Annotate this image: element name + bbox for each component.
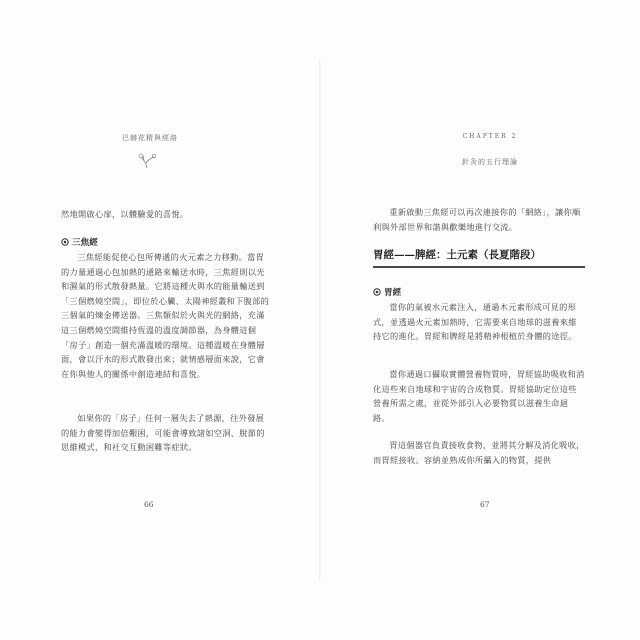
page-number: 67 [480,500,490,509]
chapter-title: 胃經——脾經：土元素（長夏階段） [373,249,541,261]
paragraph-2: 當你通過口攝取實體營養物質時，胃經協助吸收和消化這些來自地球和宇宙的合成物質。胃經協助定位這些營養所需之處，並從外部引入必要物質以滋養生命迴路。 [373,369,585,423]
chapter-subtitle: 針灸的五行理論 [462,158,518,166]
paragraph-3: 胃這個器官負責接收食物，並將其分解及消化吸收，而胃經接收、容納並熟成你所攝入的物質，提供 [373,440,585,465]
running-head: 巴赫花精與經絡 [122,134,178,142]
chapter-label: CHAPTER 2 [462,133,518,140]
opening-text: 然地開啟心扉，以體驗愛的喜悅。 [61,209,189,219]
section-title: 三焦經 [72,238,98,248]
section-body: 當你的氣被水元素注入，通過木元素形成可見的形式，並透過火元素加熱時，它需要來自地球的滋養來維持它的進化。胃經和脾經是將精神根植於身體的途徑。 [373,302,577,342]
section-heading [373,286,401,298]
section-body: 三焦經能促使心包所傳遞的火元素之力移動。當胃的力量通過心包加熱的通路來輸送水時，三焦經則以光和濕氣的形式散發熱量。它將這種火與水的能量輸送到「三個燃燒空間」，即位於心臟、太陽神經叢和下腹部的三個氣的煉金傳送器。三焦類似於火與光的網絡，充滿這三個燃燒空間維持恆溫的溫度調節器，為身體這個「房子」創造一個充滿溫暖的環境。這種溫暖在身體層面，會以汗水的形式散發出來；就情感層面來說，它會在你與他人的關係中創造連結和喜悅。 [61,252,270,379]
right-page [320,0,640,640]
page-number: 66 [144,500,154,509]
section-heading [61,236,98,248]
ring-dot-icon [373,288,381,296]
closing-text: 如果你的「房子」任何一層失去了熱源，往外發展的能力會變得加倍艱困，可能會導致諸如空洞、脫節的思維模式，和社交互動困難等症狀。 [61,413,265,453]
opening-text: 重新啟動三焦經可以再次連接你的「網絡」，讓你順利與外部世界和諧與歡樂地進行交流。 [373,207,581,232]
ring-dot-icon [61,238,69,246]
flower-sprig-icon [135,148,159,170]
title-rule [373,266,585,268]
section-title: 胃經 [384,288,402,298]
